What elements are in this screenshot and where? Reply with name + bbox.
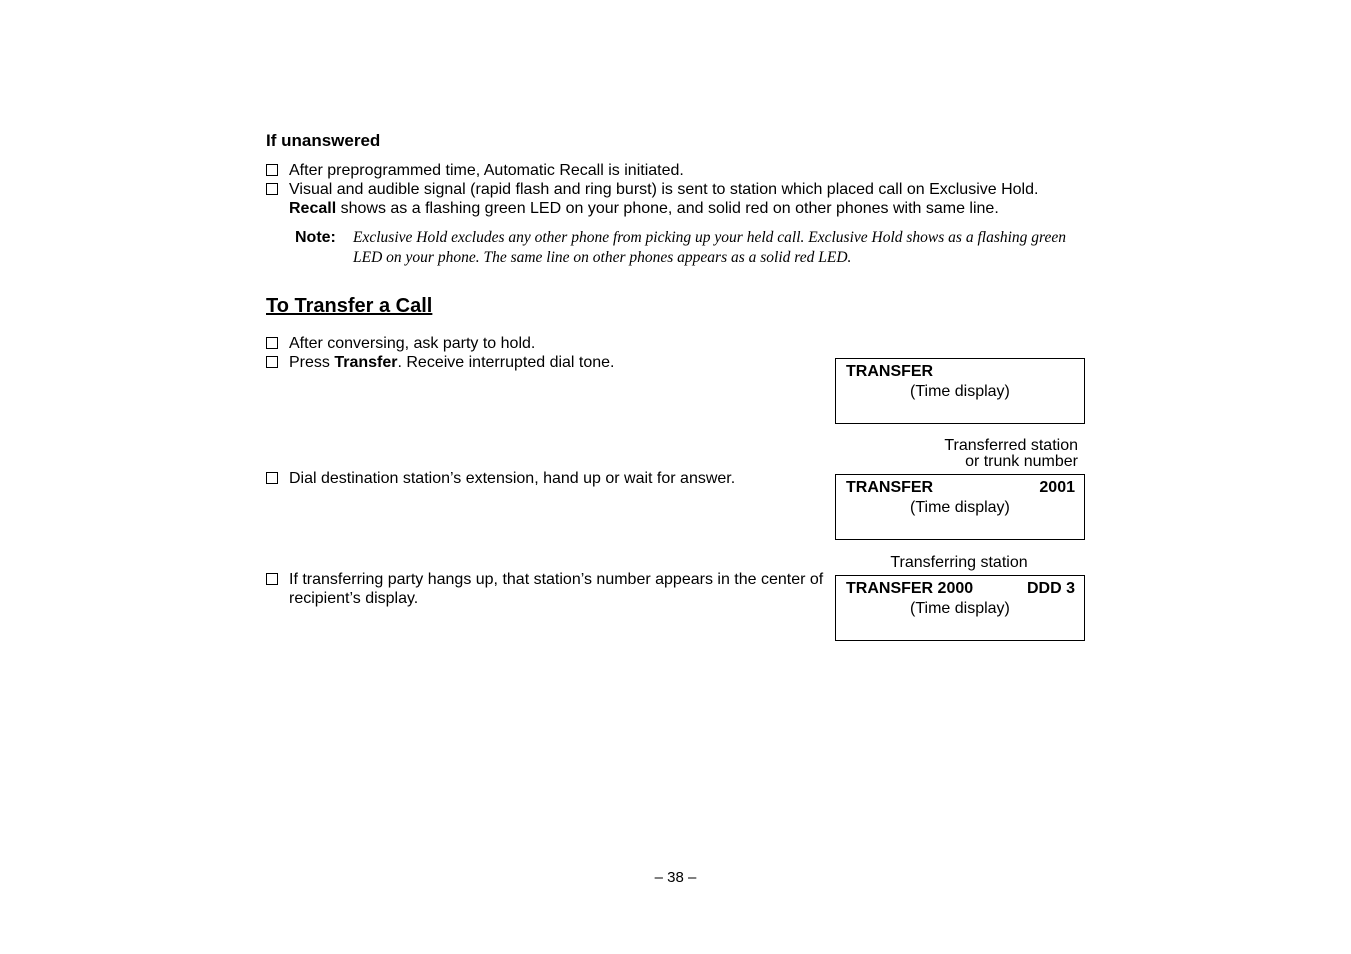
display-line2: (Time display) — [910, 499, 1010, 516]
list-item — [266, 180, 1086, 218]
display-line1-left: TRANSFER — [846, 479, 934, 496]
display-line1-left: TRANSFER 2000 — [846, 580, 974, 597]
recall-label: Recall — [289, 200, 337, 217]
step-text: After preprogrammed time, Automatic Recall is initiated. — [289, 162, 684, 179]
checkbox-icon — [266, 164, 278, 176]
checkbox-icon — [266, 573, 278, 585]
checkbox-icon — [266, 472, 278, 484]
list-item — [266, 570, 826, 608]
step-text: Press Transfer. Receive interrupted dial tone. — [289, 354, 615, 371]
note-text: Exclusive Hold excludes any other phone from picking up your held call. Exclusive Hold shows as a flashing green LED on your phone. The same line on other phones appears as a solid red LED. — [353, 229, 1066, 266]
phone-display-3 — [835, 575, 1085, 641]
display-line2: (Time display) — [910, 600, 1010, 617]
step-text: Dial destination station’s extension, hand up or wait for answer. — [289, 470, 736, 487]
display-line1-right: DDD 3 — [1026, 580, 1075, 597]
display-caption: Transferring station — [890, 554, 1028, 571]
list-item — [266, 161, 1086, 180]
display-line2: (Time display) — [910, 383, 1010, 400]
step-text: If transferring party hangs up, that station’s number appears in the center of recipient’s display. — [289, 571, 824, 607]
step-text: After conversing, ask party to hold. — [289, 335, 536, 352]
note-label: Note: — [295, 229, 336, 246]
transfer-key-label: Transfer — [334, 354, 398, 371]
checkbox-icon — [266, 337, 278, 349]
list-item — [266, 469, 826, 488]
display-line1-left: TRANSFER — [846, 363, 934, 380]
list-item — [266, 334, 826, 353]
list-item — [266, 353, 826, 372]
checkbox-icon — [266, 356, 278, 368]
display-caption: Transferred station or trunk number — [944, 437, 1078, 470]
phone-display-1 — [835, 358, 1085, 424]
checkbox-icon — [266, 183, 278, 195]
display-line1-right: 2001 — [1039, 479, 1075, 496]
phone-display-2 — [835, 474, 1085, 540]
section-heading-transfer: To Transfer a Call — [266, 295, 433, 317]
step-text: Visual and audible signal (rapid flash and ring burst) is sent to station which placed call on Exclusive Hold. Recall shows as a flashing green LED on your phone, and solid red on other phones with same line. — [289, 181, 1039, 217]
section-heading-if-unanswered: If unanswered — [266, 131, 381, 150]
page-number: – 38 – — [654, 869, 697, 886]
